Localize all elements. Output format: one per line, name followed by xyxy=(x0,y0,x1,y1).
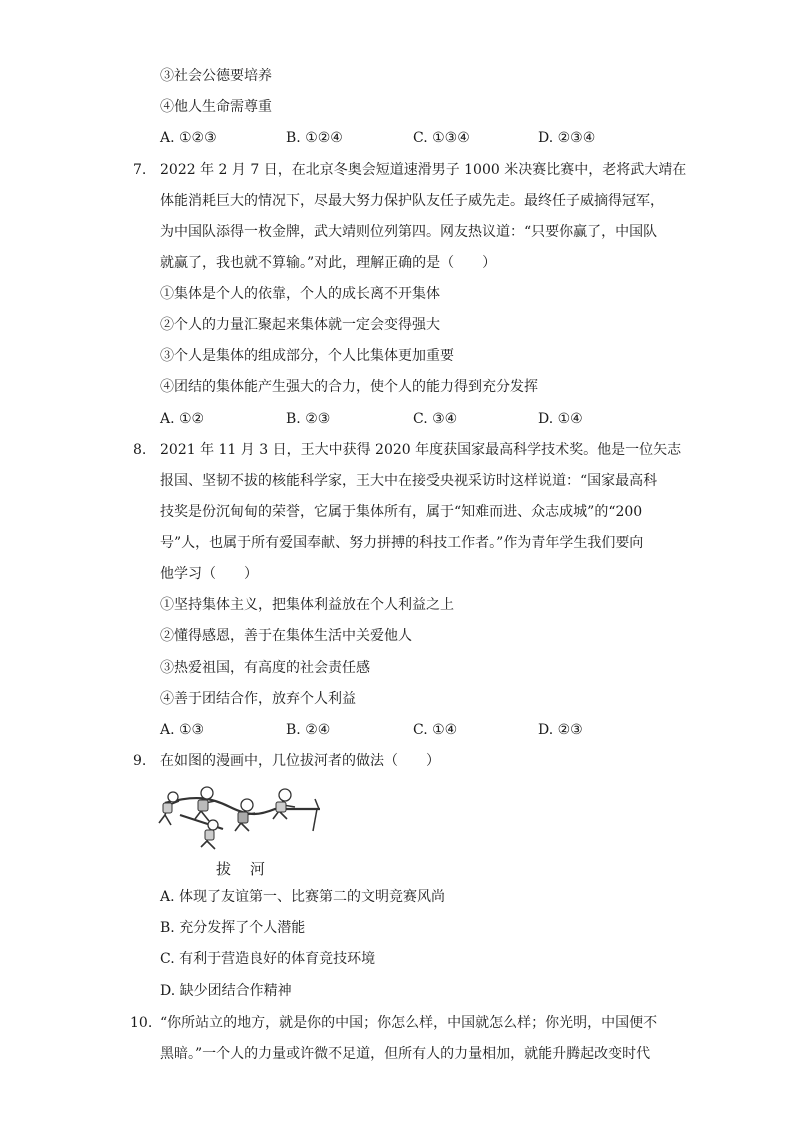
q8-item-1: ①坚持集体主义，把集体利益放在个人利益之上 xyxy=(160,597,454,613)
q9-option-a: A. 体现了友谊第一、比赛第二的文明竞赛风尚 xyxy=(160,889,446,905)
q8-option-b: B. ②④ xyxy=(286,722,331,738)
puller-figure-2 xyxy=(195,787,215,821)
q7-stem-line-3: 为中国队添得一枚金牌，武大靖则位列第四。网友热议道：“只要你赢了，中国队 xyxy=(160,224,658,240)
q8-stem-line-2: 报国、坚韧不拔的核能科学家，王大中在接受央视采访时这样说道：“国家最高科 xyxy=(160,473,658,489)
q7-item-4: ④团结的集体能产生强大的合力，使个人的能力得到充分发挥 xyxy=(160,379,538,395)
q6-item-4: ④他人生命需尊重 xyxy=(160,99,272,115)
q10-number: 10. xyxy=(130,1015,153,1031)
q9-stem-line-1: 在如图的漫画中，几位拔河者的做法（ ） xyxy=(160,753,440,769)
q8-item-3: ③热爱祖国，有高度的社会责任感 xyxy=(160,660,370,676)
q7-item-3: ③个人是集体的组成部分，个人比集体更加重要 xyxy=(160,348,454,364)
q8-stem-line-5: 他学习（ ） xyxy=(160,566,258,582)
q6-option-b: B. ①②④ xyxy=(286,130,343,146)
q8-item-2: ②懂得感恩，善于在集体生活中关爱他人 xyxy=(160,628,412,644)
q7-stem-line-1: 2022 年 2 月 7 日，在北京冬奥会短道速滑男子 1000 米决赛比赛中，老将武大靖在 xyxy=(160,162,687,178)
puller-figure-1 xyxy=(159,792,179,825)
puller-figure-5 xyxy=(273,789,295,819)
q6-item-3: ③社会公德要培养 xyxy=(160,68,272,84)
q8-stem-line-4: 号”人，也属于所有爱国奉献、努力拼搏的科技工作者。”作为青年学生我们要向 xyxy=(160,535,644,551)
q8-option-a: A. ①③ xyxy=(160,722,205,738)
q8-item-4: ④善于团结合作，放弃个人利益 xyxy=(160,691,356,707)
q8-number: 8. xyxy=(133,442,147,458)
q7-number: 7. xyxy=(133,162,147,178)
q8-option-c: C. ①④ xyxy=(413,722,458,738)
q7-option-b: B. ②③ xyxy=(286,411,331,427)
tug-of-war-cartoon xyxy=(155,785,330,855)
puller-figure-3 xyxy=(201,820,218,849)
q7-item-1: ①集体是个人的依靠，个人的成长离不开集体 xyxy=(160,286,440,302)
q7-stem-line-2: 体能消耗巨大的情况下，尽最大努力保护队友任子威先走。最终任子威摘得冠军， xyxy=(160,193,664,209)
q7-option-d: D. ①④ xyxy=(538,411,583,427)
q9-number: 9. xyxy=(133,753,147,769)
q6-option-a: A. ①②③ xyxy=(160,130,217,146)
q9-option-d: D. 缺少团结合作精神 xyxy=(160,983,292,999)
q7-item-2: ②个人的力量汇聚起来集体就一定会变得强大 xyxy=(160,317,440,333)
q7-stem-line-4: 就赢了，我也就不算输。”对此，理解正确的是（ ） xyxy=(160,255,497,271)
q9-option-b: B. 充分发挥了个人潜能 xyxy=(160,920,306,936)
q8-stem-line-1: 2021 年 11 月 3 日，王大中获得 2020 年度获国家最高科学技术奖。他是一位矢志 xyxy=(160,442,682,458)
cartoon-caption: 拔 河 xyxy=(216,860,268,878)
q10-stem-line-2: 黑暗。”一个人的力量或许微不足道，但所有人的力量相加，就能升腾起改变时代 xyxy=(160,1046,651,1062)
q6-option-c: C. ①③④ xyxy=(413,130,470,146)
q7-option-a: A. ①② xyxy=(160,411,205,427)
q9-option-c: C. 有利于营造良好的体育竞技环境 xyxy=(160,951,376,967)
q8-stem-line-3: 技奖是份沉甸甸的荣誉，它属于集体所有，属于“知难而进、众志成城”的“200 xyxy=(160,504,643,520)
q8-option-d: D. ②③ xyxy=(538,722,583,738)
q6-option-d: D. ②③④ xyxy=(538,130,596,146)
q7-option-c: C. ③④ xyxy=(413,411,458,427)
q10-stem-line-1: “你所站立的地方，就是你的中国；你怎么样，中国就怎么样；你光明，中国便不 xyxy=(160,1015,658,1031)
